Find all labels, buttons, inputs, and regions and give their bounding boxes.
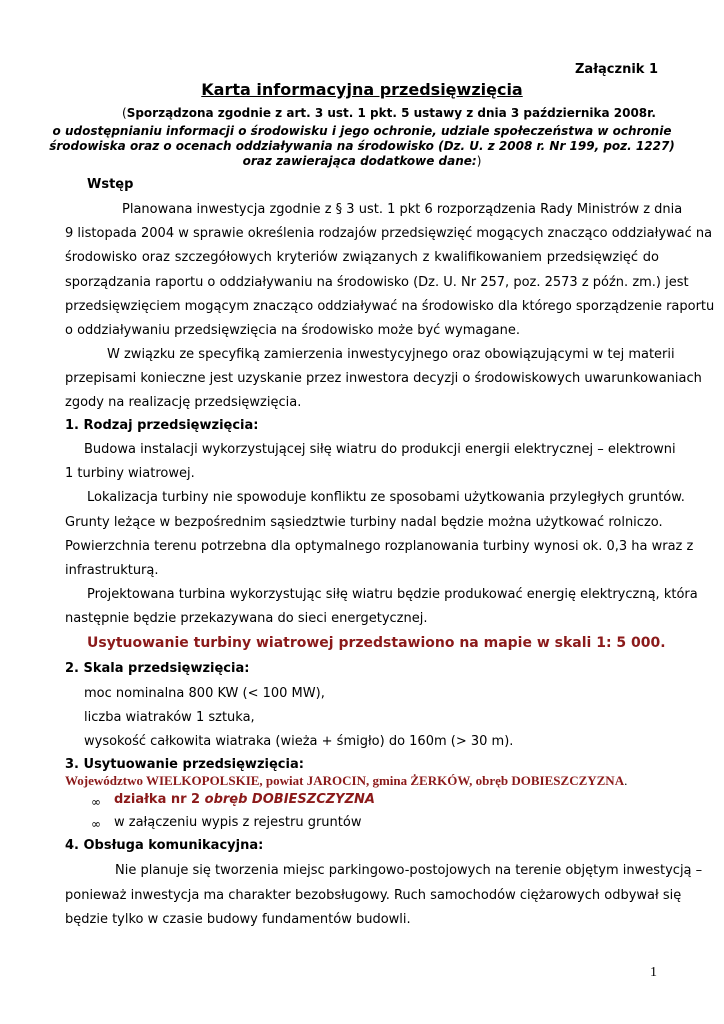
plot-precinct: obręb DOBIESZCZYZNA (204, 792, 375, 807)
intro-p1-line-4: sporządzania raportu o oddziaływaniu na środowisko (Dz. U. Nr 257, poz. 2573 z późn. zm.) jest (65, 275, 689, 290)
subtitle-open-paren: ( (122, 106, 127, 120)
intro-p2-line-1: W związku ze specyfiką zamierzenia inwestycyjnego oraz obowiązującymi w tej materii (107, 347, 675, 362)
infinity-bullet-icon: ∞ (91, 817, 101, 831)
subtitle-line-1 (122, 106, 656, 120)
intro-p2-line-2: przepisami konieczne jest uzyskanie przez inwestora decyzji o środowiskowych uwarunkowaniach (65, 371, 702, 386)
page-number: 1 (650, 965, 657, 980)
intro-p1-line-5: przedsięwzięciem mogącym znacząco oddziaływać na środowisko dla którego sporządzenie raportu (65, 299, 715, 314)
subtitle-line-4 (0, 154, 724, 168)
section1-line-2: 1 turbiny wiatrowej. (65, 466, 195, 481)
subtitle-text-1: Sporządzona zgodnie z art. 3 ust. 1 pkt. 5 ustawy z dnia 3 października 2008r. (126, 106, 656, 120)
intro-heading: Wstęp (87, 177, 134, 192)
infinity-bullet-icon: ∞ (91, 795, 101, 809)
subtitle-line-3: środowiska oraz o ocenach oddziaływania na środowisko (Dz. U. z 2008 r. Nr 199, poz. 1227) (49, 139, 675, 153)
intro-p2-line-3: zgody na realizację przedsięwzięcia. (65, 395, 302, 410)
plot-line (114, 792, 375, 807)
section4-line-3: będzie tylko w czasie budowy fundamentów budowli. (65, 912, 411, 927)
section1-p2-line-2: Grunty leżące w bezpośrednim sąsiedztwie turbiny nadal będzie można użytkować rolniczo. (65, 515, 663, 530)
plot-number: działka nr 2 (114, 792, 205, 807)
map-note: Usytuowanie turbiny wiatrowej przedstawiono na mapie w skali 1: 5 000. (87, 635, 666, 651)
scale-item: liczba wiatraków 1 sztuka, (84, 710, 255, 725)
land-register-note: w załączeniu wypis z rejestru gruntów (114, 815, 362, 830)
location-period: . (624, 773, 628, 788)
scale-item: wysokość całkowita wiatraka (wieża + śmigło) do 160m (> 30 m). (84, 734, 514, 749)
subtitle-text-4: oraz zawierająca dodatkowe dane: (242, 154, 477, 168)
section4-line-2: ponieważ inwestycja ma charakter bezobsługowy. Ruch samochodów ciężarowych odbywał się (65, 888, 682, 903)
location-text: Województwo WIELKOPOLSKIE, powiat JAROCIN, gmina ŻERKÓW, obręb DOBIESZCZYZNA (65, 773, 625, 788)
intro-p1-line-2: 9 listopada 2004 w sprawie określenia rodzajów przedsięwzięć mogących znacząco oddziaływać na (65, 226, 713, 241)
section1-p2-line-4: infrastrukturą. (65, 563, 159, 578)
annex-label: Załącznik 1 (575, 62, 658, 77)
section1-p3-line-2: następnie będzie przekazywana do sieci energetycznej. (65, 611, 428, 626)
subtitle-line-2: o udostępnianiu informacji o środowisku i jego ochronie, udziale społeczeństwa w ochronie (52, 124, 672, 138)
page-title: Karta informacyjna przedsięwzięcia (201, 80, 523, 99)
section4-line-1: Nie planuje się tworzenia miejsc parkingowo-postojowych na terenie objętym inwestycją – (115, 863, 703, 878)
section2-heading: 2. Skala przedsięwzięcia: (65, 661, 250, 676)
section1-p2-line-1: Lokalizacja turbiny nie spowoduje konfliktu ze sposobami użytkowania przyległych gruntów. (87, 490, 685, 505)
section4-heading: 4. Obsługa komunikacyjna: (65, 838, 264, 853)
section1-p2-line-3: Powierzchnia terenu potrzebna dla optymalnego rozplanowania turbiny wynosi ok. 0,3 ha wraz z (65, 539, 694, 554)
intro-p1-line-6: o oddziaływaniu przedsięwzięcia na środowisko może być wymagane. (65, 323, 520, 338)
section3-heading: 3. Usytuowanie przedsięwzięcia: (65, 757, 304, 772)
section1-heading: 1. Rodzaj przedsięwzięcia: (65, 418, 259, 433)
intro-p1-line-3: środowisko oraz szczegółowych kryteriów związanych z kwalifikowaniem przedsięwzięć do (65, 250, 659, 265)
location-line (65, 773, 627, 789)
section1-line-1: Budowa instalacji wykorzystującej siłę wiatru do produkcji energii elektrycznej – elektrowni (84, 442, 676, 457)
scale-item: moc nominalna 800 KW (< 100 MW), (84, 686, 325, 701)
section1-p3-line-1: Projektowana turbina wykorzystując siłę wiatru będzie produkować energię elektryczną, która (87, 587, 698, 602)
intro-p1-line-1: Planowana inwestycja zgodnie z § 3 ust. 1 pkt 6 rozporządzenia Rady Ministrów z dnia (122, 202, 683, 217)
subtitle-close-paren: ) (476, 154, 482, 168)
